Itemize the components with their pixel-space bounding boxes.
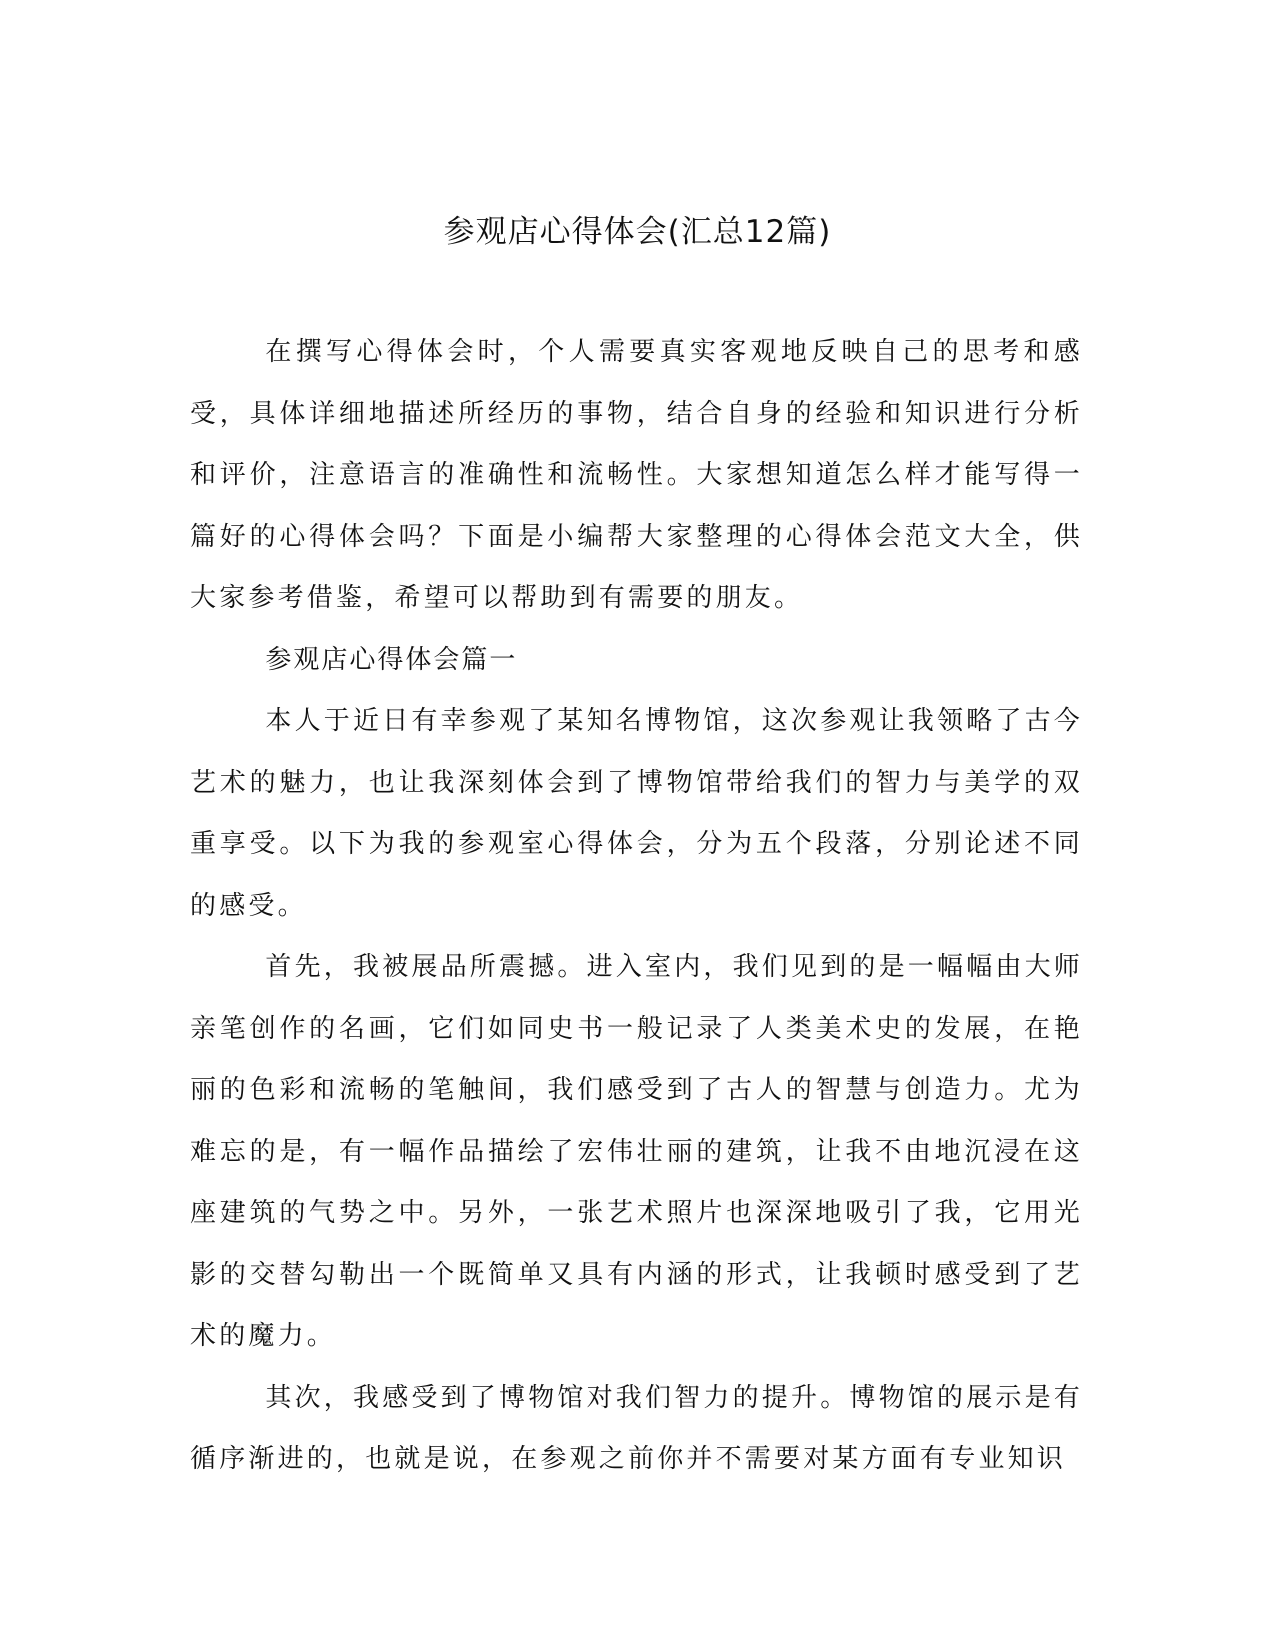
document-title: 参观店心得体会(汇总12篇) — [443, 214, 832, 250]
body-paragraph: 其次，我感受到了博物馆对我们智力的提升。博物馆的展示是有循序渐进的，也就是说，在参观之前你并不需要对某方面有专业知识 — [190, 1382, 1083, 1474]
body-paragraph: 本人于近日有幸参观了某知名博物馆，这次参观让我领略了古今艺术的魅力，也让我深刻体会到了博物馆带给我们的智力与美学的双重享受。以下为我的参观室心得体会，分为五个段落，分别论述不同的感受。 — [190, 706, 1083, 921]
section-heading: 参观店心得体会篇一 — [265, 644, 518, 675]
intro-paragraph: 在撰写心得体会时，个人需要真实客观地反映自己的思考和感受，具体详细地描述所经历的事物，结合自身的经验和知识进行分析和评价，注意语言的准确性和流畅性。大家想知道怎么样才能写得一篇好的心得体会吗？下面是小编帮大家整理的心得体会范文大全，供大家参考借鉴，希望可以帮助到有需要的朋友。 — [190, 337, 1083, 613]
body-paragraph: 首先，我被展品所震撼。进入室内，我们见到的是一幅幅由大师亲笔创作的名画，它们如同史书一般记录了人类美术史的发展，在艳丽的色彩和流畅的笔触间，我们感受到了古人的智慧与创造力。尤为难忘的是，有一幅作品描绘了宏伟壮丽的建筑，让我不由地沉浸在这座建筑的气势之中。另外，一张艺术照片也深深地吸引了我，它用光影的交替勾勒出一个既简单又具有内涵的形式，让我顿时感受到了艺术的魔力。 — [190, 952, 1083, 1351]
document-body — [190, 322, 1083, 1491]
